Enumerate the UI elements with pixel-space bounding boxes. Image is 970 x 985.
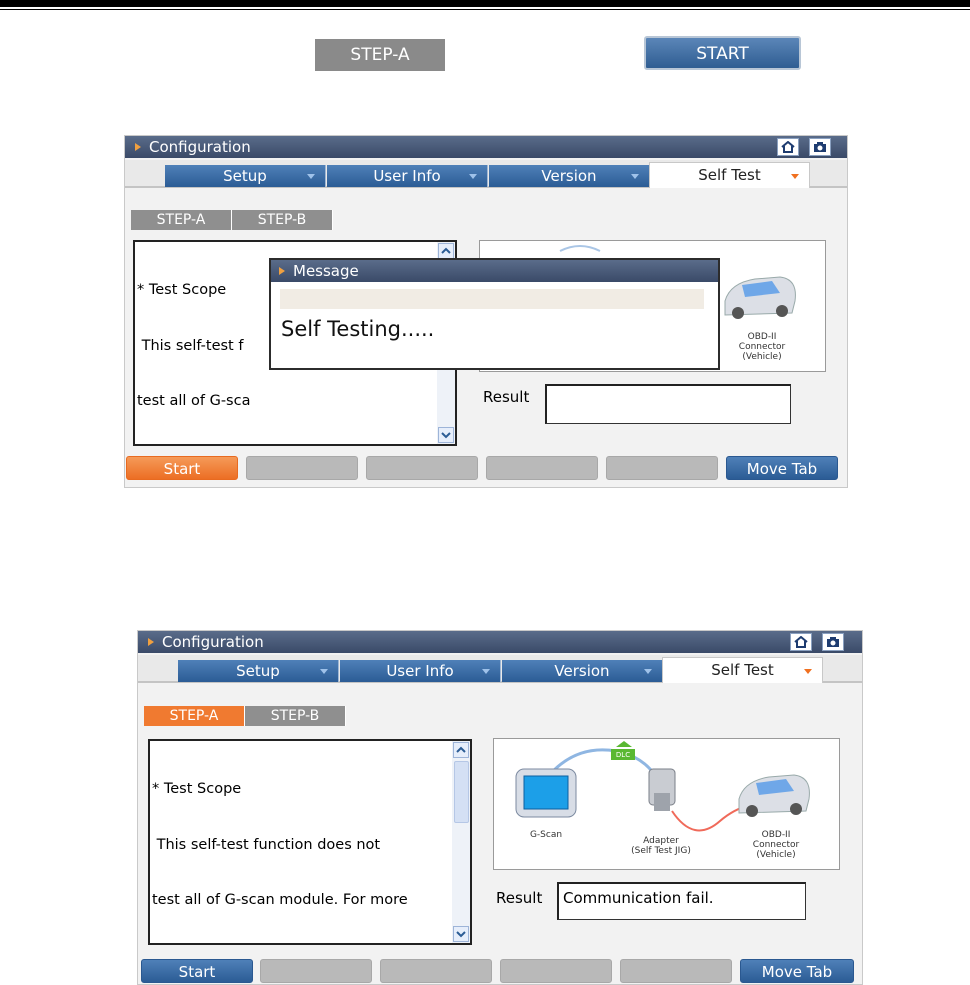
- chevron-down-icon: [307, 174, 315, 179]
- home-icon[interactable]: [777, 138, 799, 156]
- subtab-step-a[interactable]: STEP-A: [131, 210, 232, 230]
- tab-label: Version: [554, 662, 610, 680]
- message-dialog: [269, 258, 720, 370]
- tab-label: Setup: [223, 167, 267, 185]
- home-icon[interactable]: [790, 633, 812, 651]
- empty-button[interactable]: [366, 456, 478, 480]
- result-field: [545, 384, 791, 424]
- start-legend-button[interactable]: START: [644, 36, 801, 70]
- subtab-step-a[interactable]: STEP-A: [144, 706, 245, 726]
- empty-button[interactable]: [620, 959, 732, 983]
- diagram-connector-line: OBD-II: [747, 332, 777, 342]
- cable-icon: [560, 246, 600, 251]
- dialog-title: Message: [293, 262, 359, 280]
- adapter-label-line: (Self Test JIG): [631, 846, 691, 856]
- diagram-connector-line: (Vehicle): [742, 352, 782, 362]
- start-button[interactable]: Start: [126, 456, 238, 480]
- tab-label: Setup: [236, 662, 280, 680]
- car-icon: [739, 775, 809, 817]
- title-bar: [138, 631, 862, 653]
- chevron-down-icon: [804, 669, 812, 674]
- chevron-down-icon: [320, 669, 328, 674]
- dialog-title-bar: [271, 260, 718, 282]
- result-label: Result: [483, 388, 530, 406]
- description-line: test all of G-scan module. For more: [152, 892, 408, 908]
- scroll-down-icon[interactable]: [453, 926, 469, 942]
- description-line: This self-test f: [137, 337, 244, 354]
- camera-icon[interactable]: [822, 633, 844, 651]
- diagram-connector-line: OBD-II: [761, 830, 791, 840]
- tab-user-info[interactable]: [327, 165, 488, 187]
- tab-setup[interactable]: [178, 660, 339, 682]
- top-rule-thin: [0, 9, 970, 10]
- subtab-step-b[interactable]: STEP-B: [245, 706, 346, 726]
- description-line: This self-test function does not: [152, 836, 381, 853]
- scroll-up-icon[interactable]: [438, 243, 454, 259]
- chevron-down-icon: [631, 174, 639, 179]
- empty-button[interactable]: [606, 456, 718, 480]
- tab-self-test[interactable]: [662, 657, 823, 683]
- button-bar: [138, 959, 862, 983]
- chevron-down-icon: [644, 669, 652, 674]
- chevron-down-icon: [791, 174, 799, 179]
- diagram-connector-line: Connector: [752, 840, 800, 850]
- dialog-message: Self Testing.....: [281, 317, 435, 341]
- scrollbar[interactable]: [452, 741, 470, 943]
- move-tab-button[interactable]: Move Tab: [740, 959, 854, 983]
- description-line: test all of G-sca: [137, 393, 251, 409]
- configuration-panel-2: [137, 630, 863, 985]
- move-tab-button[interactable]: Move Tab: [726, 456, 838, 480]
- title-arrow-icon: [148, 638, 154, 646]
- empty-button[interactable]: [500, 959, 612, 983]
- tab-user-info[interactable]: [340, 660, 501, 682]
- result-field: Communication fail.: [557, 882, 806, 920]
- adapter-label-line: Adapter: [643, 836, 679, 846]
- description-line: * Test Scope: [152, 781, 242, 797]
- dlc-label: DLC: [615, 751, 631, 759]
- tab-version[interactable]: [502, 660, 663, 682]
- red-cable-icon: [672, 805, 750, 830]
- empty-button[interactable]: [246, 456, 358, 480]
- start-button[interactable]: Start: [141, 959, 253, 983]
- progress-bar: [280, 289, 704, 309]
- tab-bar: [125, 160, 847, 188]
- tab-label: User Info: [386, 662, 454, 680]
- scroll-up-icon[interactable]: [453, 742, 469, 758]
- g-scan-label: G-Scan: [529, 830, 563, 840]
- tab-self-test[interactable]: [649, 162, 810, 188]
- chevron-down-icon: [482, 669, 490, 674]
- connection-diagram: [493, 738, 840, 870]
- adapter-icon: [649, 769, 675, 811]
- title-arrow-icon: [135, 143, 141, 151]
- result-label: Result: [496, 889, 543, 907]
- title-bar: [125, 136, 847, 158]
- dialog-arrow-icon: [279, 267, 285, 275]
- empty-button[interactable]: [380, 959, 492, 983]
- tab-label: Self Test: [711, 661, 774, 679]
- car-icon: [725, 277, 795, 319]
- test-scope-textbox[interactable]: [148, 739, 472, 945]
- tab-version[interactable]: [489, 165, 650, 187]
- configuration-panel-1: [124, 135, 848, 488]
- window-title: Configuration: [162, 633, 264, 651]
- step-a-legend-button[interactable]: STEP-A: [315, 39, 445, 71]
- button-bar: [125, 456, 847, 480]
- g-scan-device-icon: [516, 769, 576, 817]
- scroll-thumb[interactable]: [454, 761, 469, 823]
- diagram-connector-line: (Vehicle): [756, 850, 796, 860]
- subtab-step-b[interactable]: STEP-B: [232, 210, 333, 230]
- chevron-down-icon: [469, 174, 477, 179]
- dlc-badge-icon: [611, 741, 635, 760]
- empty-button[interactable]: [260, 959, 372, 983]
- tab-bar: [138, 655, 862, 683]
- tab-label: Self Test: [698, 166, 761, 184]
- tab-label: Version: [541, 167, 597, 185]
- camera-icon[interactable]: [809, 138, 831, 156]
- tab-setup[interactable]: [165, 165, 326, 187]
- diagram-connector-line: Connector: [738, 342, 786, 352]
- description-line: * Test Scope: [137, 282, 227, 298]
- top-rule: [0, 0, 970, 7]
- tab-label: User Info: [373, 167, 441, 185]
- window-title: Configuration: [149, 138, 251, 156]
- empty-button[interactable]: [486, 456, 598, 480]
- scroll-down-icon[interactable]: [438, 427, 454, 443]
